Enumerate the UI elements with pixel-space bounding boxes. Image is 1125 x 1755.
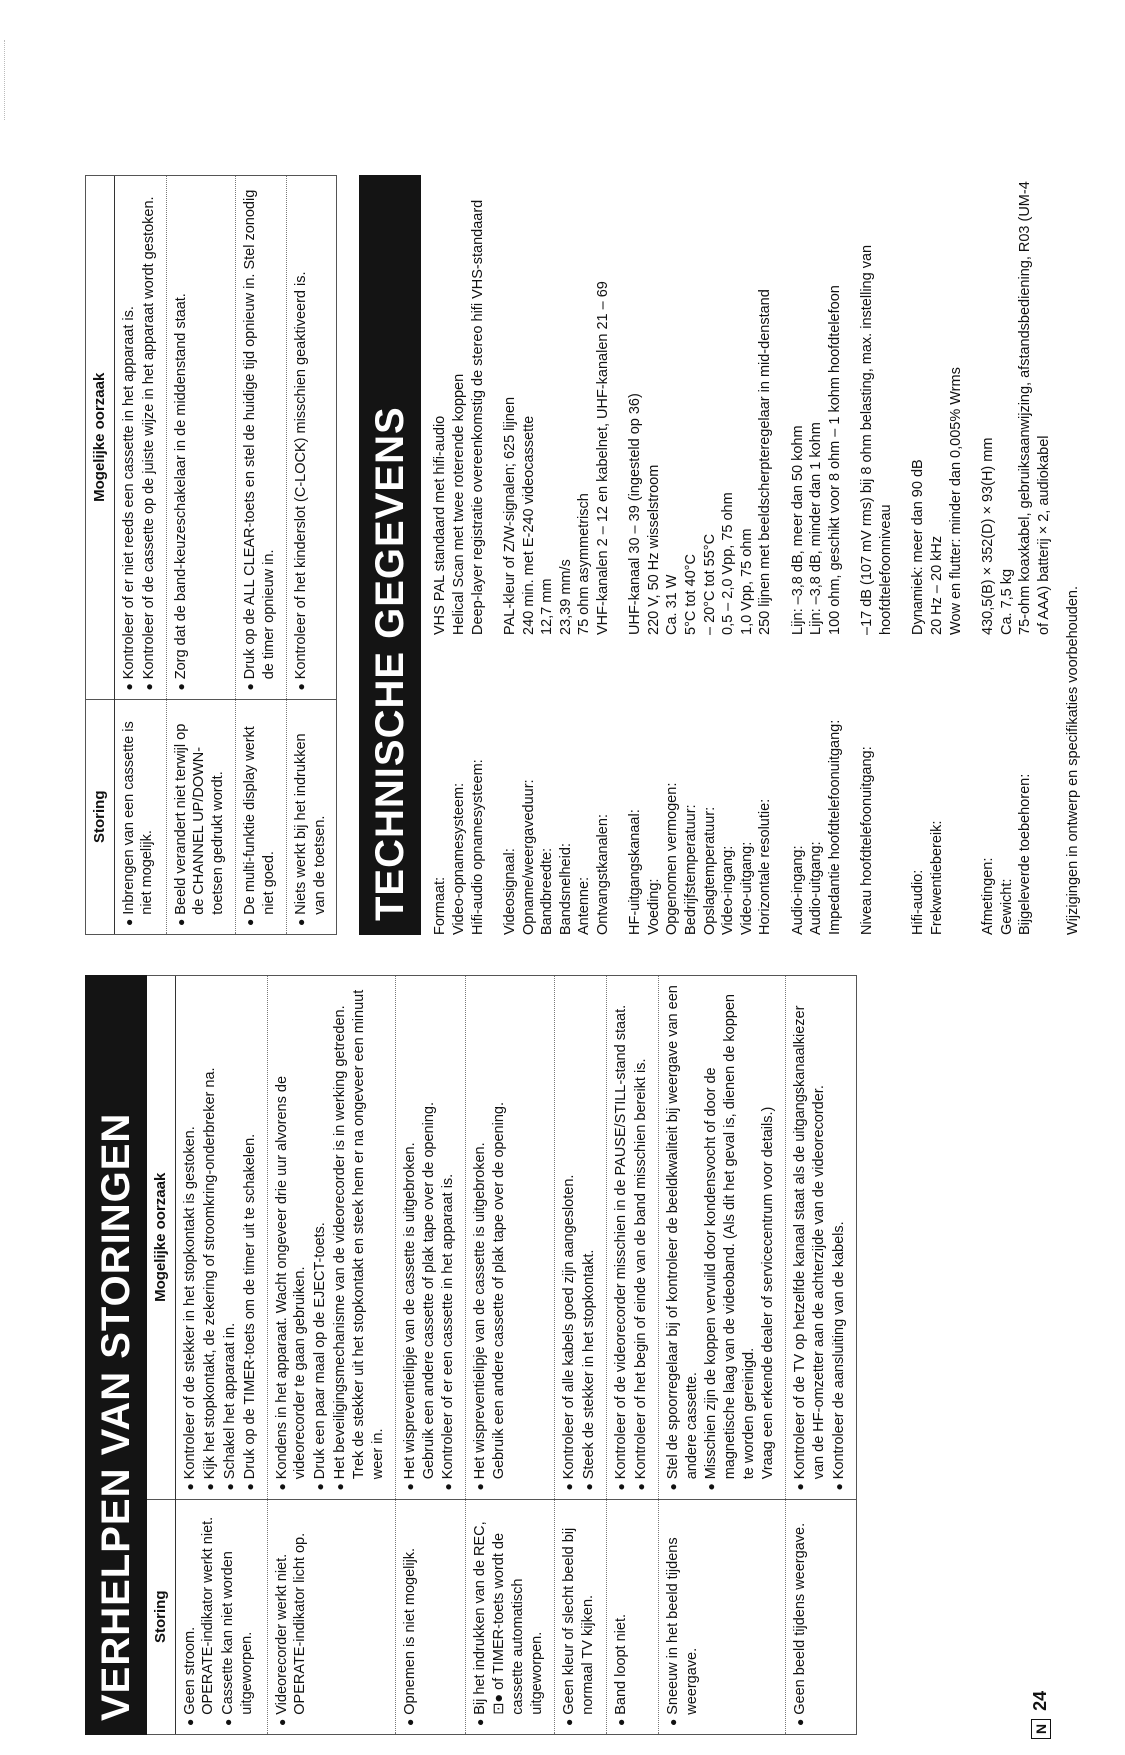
- spec-group-gap: [965, 175, 979, 935]
- cause-bullet: [273, 984, 311, 1491]
- fault-bullet: [273, 1508, 311, 1726]
- cause-cell: [785, 976, 855, 1499]
- cause-bullet: [702, 984, 777, 1491]
- spec-value: Dynamiek: meer dan 90 dB: [910, 459, 927, 635]
- fault-text: Inbrengen van een cassette is niet mogelijk.: [120, 721, 156, 915]
- cause-text: Kontroleer of het kinderslot (C-LOCK) misschien geaktiveerd is.: [292, 271, 309, 680]
- spec-label: Impedantie hoofdtelefoonuitgang:: [826, 719, 843, 935]
- spec-row: [431, 175, 450, 935]
- bullet-icon: ●: [242, 1483, 257, 1491]
- fault-bullet: [471, 1508, 546, 1726]
- cause-text: Kontroleer of de cassette op de juiste wijze in het apparaat wordt gestoken.: [140, 196, 157, 680]
- spec-label: Afmetingen:: [980, 857, 997, 935]
- fault-bullet: [181, 1508, 219, 1726]
- cause-bullet: [830, 984, 849, 1491]
- troubleshooting-row: [395, 976, 466, 1734]
- troubleshooting-row: [286, 176, 336, 934]
- cause-text: Schakel het apparaat in.: [221, 1322, 238, 1480]
- cause-bullet: [241, 184, 279, 691]
- cause-text: Het wispreventielipje van de cassette is uitgebroken. Gebruik een andere cassette of plak tape over de opening.: [472, 1102, 508, 1480]
- cause-column-header: Mogelijke oorzaak: [147, 976, 175, 1499]
- page-number: [1030, 1691, 1051, 1739]
- troubleshooting-row: [166, 176, 236, 934]
- spec-value: 12,7 mm: [539, 578, 556, 635]
- cause-text: Steek de stekker in het stopkontakt.: [580, 1249, 597, 1480]
- spec-value: 1,0 Vpp, 75 ohm: [738, 528, 755, 635]
- spec-row: [594, 175, 613, 935]
- bullet-icon: ●: [293, 683, 308, 691]
- bullet-icon: ●: [243, 918, 258, 926]
- cause-bullet: [201, 984, 220, 1491]
- spec-row: [979, 175, 998, 935]
- fault-bullet: [172, 708, 229, 926]
- cause-bullet: [140, 184, 159, 691]
- cause-bullet: [181, 984, 200, 1491]
- spec-row: [858, 175, 895, 935]
- troubleshooting-section: [85, 975, 1050, 1735]
- bullet-icon: ●: [222, 1483, 237, 1491]
- bullet-icon: ●: [402, 1483, 417, 1491]
- troubleshooting-row: [175, 976, 267, 1734]
- fault-bullet: [401, 1508, 420, 1726]
- cause-cell: [175, 976, 267, 1499]
- bullet-icon: ●: [293, 918, 308, 926]
- bullet-icon: ●: [121, 918, 136, 926]
- bullet-icon: ●: [274, 1483, 289, 1491]
- spec-label: Formaat:: [432, 876, 449, 935]
- fault-column-header: Storing: [147, 1499, 175, 1734]
- spec-label: Gewicht:: [998, 878, 1015, 935]
- spec-value: 430,5(B) × 352(D) × 93(H) mm: [980, 437, 997, 635]
- fault-cell: [114, 699, 166, 934]
- spec-row: [626, 175, 645, 935]
- cause-cell: [554, 976, 606, 1499]
- spec-row: [501, 175, 520, 935]
- spec-label: Opslagtemperatuur:: [701, 806, 718, 935]
- troubleshooting-row: [606, 976, 658, 1734]
- bullet-icon: ●: [633, 1483, 648, 1491]
- fault-bullet: [292, 708, 330, 926]
- cause-cell: [267, 976, 395, 1499]
- cause-bullet: [172, 184, 191, 691]
- bullet-icon: ●: [274, 1718, 289, 1726]
- fault-bullet: [664, 1508, 702, 1726]
- cause-text: Kontroleer of er niet reeds een cassette in het apparaat is.: [120, 306, 137, 680]
- troubleshooting-table: [147, 976, 856, 1734]
- fault-text: Opnemen is niet mogelijk.: [401, 1547, 418, 1715]
- spec-row: [789, 175, 808, 935]
- cause-text: Kontroleer of de TV op hetzelfde kanaal staat als de uitgangskanaalkiezer van de HF-omzetter aan de achterzijde van de videorecorder.: [791, 1005, 827, 1480]
- spec-label: Audio-ingang:: [789, 845, 806, 935]
- spec-label: Audio-uitgang:: [808, 841, 825, 935]
- spec-row: [557, 175, 576, 935]
- spec-value: Ca. 31 W: [664, 574, 681, 635]
- spec-value: 20 Hz – 20 kHz Wow en flutter: minder dan 0,005% Wrms: [928, 367, 964, 635]
- spec-row: [520, 175, 539, 935]
- spec-value: VHS PAL standaard met hifi-audio: [432, 415, 449, 635]
- spec-group-gap: [612, 175, 626, 935]
- fault-cell: [785, 1499, 855, 1734]
- spec-label: HF-uitgangskanaal:: [627, 809, 644, 935]
- spec-label: Hifi-audio:: [910, 869, 927, 935]
- troubleshooting-continued-rows: [114, 176, 336, 934]
- cause-cell: [466, 976, 554, 1499]
- spec-row: [738, 175, 757, 935]
- spec-value: 0,5 – 2,0 Vpp, 75 ohm: [720, 492, 737, 635]
- troubleshooting-title: VERHELPEN VAN STORINGEN: [85, 975, 147, 1735]
- fault-text: De multi-funktie display werkt niet goed.: [242, 726, 277, 915]
- fault-cell: [175, 1499, 267, 1734]
- cause-bullet: [664, 984, 702, 1491]
- bullet-icon: ●: [831, 1483, 846, 1491]
- spec-label: Frekwentiebereik:: [928, 820, 945, 935]
- bullet-icon: ●: [173, 683, 188, 691]
- bullet-icon: ●: [243, 683, 258, 691]
- spec-label: Bandsnelheid:: [557, 843, 574, 935]
- fault-cell: [236, 699, 287, 934]
- fault-cell: [554, 1499, 606, 1734]
- specs-title: TECHNISCHE GEGEVENS: [359, 175, 421, 935]
- spec-value: UHF-kanaal 30 – 39 (ingesteld op 36): [627, 393, 644, 635]
- troubleshooting-rows: [175, 976, 856, 1734]
- scan-margin-mark: [4, 40, 13, 120]
- spec-label: Video-opnamesysteem:: [450, 782, 467, 935]
- spec-label: Video-ingang:: [720, 845, 737, 935]
- spec-row: [575, 175, 594, 935]
- fault-text: Bij het indrukken van de REC, ⊡● of TIMER-toets wordt de cassette automatisch uitgeworpen.: [472, 1521, 545, 1715]
- troubleshooting-row: [267, 976, 395, 1734]
- spec-label: Bedrijfstemperatuur:: [682, 804, 699, 935]
- spec-label: Ontvangstkanalen:: [594, 814, 611, 935]
- cause-cell: [606, 976, 658, 1499]
- bullet-icon: ●: [182, 1483, 197, 1491]
- bullet-icon: ●: [792, 1718, 807, 1726]
- page-number-value: 24: [1030, 1690, 1050, 1711]
- cause-bullet: [120, 184, 139, 691]
- bullet-icon: ●: [613, 1483, 628, 1491]
- cause-bullet: [292, 184, 311, 691]
- troubleshooting-row: [236, 176, 287, 934]
- cause-bullet: [632, 984, 651, 1491]
- spec-value: Deep-layer registratie overeenkomstig de stereo hifi VHS-standaard: [469, 199, 486, 635]
- fault-cell: [166, 699, 236, 934]
- cause-text: Druk op de TIMER-toets om de timer uit te schakelen.: [241, 1133, 258, 1480]
- spec-label: Videosignaal:: [502, 848, 519, 935]
- cause-cell: [658, 976, 785, 1499]
- spec-value: Lijn: –3,8 dB, meer dan 50 kohm: [789, 425, 806, 635]
- spec-value: 5°C tot 40°C: [682, 554, 699, 635]
- fault-bullet: [612, 1508, 631, 1726]
- spec-label: Opname/weergaveduur:: [520, 779, 537, 935]
- troubleshooting-table-frame: [147, 975, 857, 1735]
- cause-bullet: [439, 984, 458, 1491]
- spec-value: 240 min. met E-240 videocassette: [520, 415, 537, 635]
- fault-cell: [606, 1499, 658, 1734]
- cause-bullet: [331, 984, 388, 1491]
- spec-value: 75 ohm asymmetrisch: [576, 493, 593, 635]
- bullet-icon: ●: [221, 1718, 236, 1726]
- spec-row: [928, 175, 965, 935]
- rotated-manual-page: [85, 155, 1082, 1755]
- spec-value: 220 V, 50 Hz wisselstroom: [645, 464, 662, 635]
- spec-row: [701, 175, 720, 935]
- cause-bullet: [560, 984, 579, 1491]
- fault-bullet: [791, 1508, 810, 1726]
- spec-row: [719, 175, 738, 935]
- bullet-icon: ●: [613, 1718, 628, 1726]
- fault-text: Geen kleur of slecht beeld bij normaal TV kijken.: [560, 1527, 596, 1715]
- spec-value: – 20°C tot 55°C: [701, 533, 718, 635]
- cause-text: Kontroleer of het begin of einde van de band misschien bereikt is.: [632, 1058, 649, 1480]
- cause-bullet: [612, 984, 631, 1491]
- cause-cell: [114, 176, 166, 699]
- spec-label: Hifi-audio opnamesysteem:: [469, 759, 486, 935]
- spec-group-gap: [775, 175, 789, 935]
- cause-text: Druk een paar maal op de EJECT-toets.: [312, 1222, 329, 1480]
- cause-bullet: [580, 984, 599, 1491]
- cause-column-header-continued: Mogelijke oorzaak: [86, 176, 114, 699]
- spec-label: Antenne:: [576, 876, 593, 935]
- spec-row: [450, 175, 469, 935]
- spec-label: Video-uitgang:: [738, 841, 755, 935]
- cause-text: Zorg dat de band-keuzeschakelaar in de middenstand staat.: [172, 293, 189, 680]
- spec-label: Voeding:: [645, 878, 662, 935]
- fault-bullet: [560, 1508, 598, 1726]
- bullet-icon: ●: [441, 1483, 456, 1491]
- troubleshooting-row: [658, 976, 785, 1734]
- bullet-icon: ●: [581, 1483, 596, 1491]
- spec-group-gap: [844, 175, 858, 935]
- spec-label: Opgenomen vermogen:: [664, 782, 681, 935]
- spec-label: Bijgeleverde toebehoren:: [1017, 773, 1034, 935]
- spec-value: PAL-kleur of Z/W-signalen; 625 lijnen: [502, 396, 519, 635]
- bullet-icon: ●: [704, 1483, 719, 1491]
- troubleshooting-continued-table: [86, 176, 336, 934]
- spec-row: [645, 175, 664, 935]
- cause-text: Misschien zijn de koppen vervuild door kondensvocht of door de magnetische laag van de videoband. (Als dit het geval is, dienen de koppen te worden gereinigd. Vraag een erkende dealer of servicecentrum voor details.): [703, 994, 776, 1480]
- cause-text: Het wispreventielipje van de cassette is uitgebroken. Gebruik een andere cassette of plak tape over de opening.: [401, 1102, 437, 1480]
- spec-row: [807, 175, 826, 935]
- spec-value: 75-ohm koaxkabel, gebruiksaanwijzing, afstandsbediening, R03 (UM-4 of AAA) batterij × 2, audiokabel: [1017, 181, 1052, 635]
- spec-list: [431, 175, 1053, 935]
- cause-bullet: [791, 984, 829, 1491]
- cause-text: Kontroleer de aansluiting van de kabels.: [830, 1221, 847, 1480]
- fault-cell: [395, 1499, 466, 1734]
- fault-text: Sneeuw in het beeld tijdens weergave.: [664, 1537, 700, 1715]
- bullet-icon: ●: [121, 683, 136, 691]
- bullet-icon: ●: [561, 1483, 576, 1491]
- fault-bullet: [241, 708, 279, 926]
- bullet-icon: ●: [141, 683, 156, 691]
- fault-cell: [267, 1499, 395, 1734]
- fault-column-header-continued: Storing: [86, 699, 114, 934]
- cause-text: Kondens in het apparaat. Wacht ongeveer drie uur alvorens de videorecorder te gaan gebruiken.: [273, 1075, 309, 1480]
- cause-text: Druk op de ALL CLEAR-toets en stel de huidige tijd opnieuw in. Stel zonodig de timer opnieuw in.: [242, 189, 277, 680]
- fault-text: Geen stroom. OPERATE-indikator werkt niet.: [181, 1516, 217, 1715]
- troubleshooting-row: [114, 176, 166, 934]
- cause-cell: [286, 176, 336, 699]
- spec-group-gap: [895, 175, 909, 935]
- bullet-icon: ●: [202, 1483, 217, 1491]
- bullet-icon: ●: [333, 1483, 348, 1491]
- fault-bullet: [120, 708, 158, 926]
- bullet-icon: ●: [665, 1483, 680, 1491]
- cause-cell: [395, 976, 466, 1499]
- fault-text: Beeld verandert niet terwijl op de CHANNEL UP/DOWN-toetsen gedrukt wordt.: [172, 723, 227, 915]
- spec-row: [1016, 175, 1053, 935]
- spec-row: [663, 175, 682, 935]
- cause-text: Kontroleer of er een cassette in het apparaat is.: [440, 1173, 457, 1480]
- spec-value: 100 ohm, geschikt voor 8 ohm – 1 kohm hoofdtelefoon: [826, 285, 843, 635]
- cause-bullet: [471, 984, 509, 1491]
- cause-bullet: [221, 984, 240, 1491]
- spec-row: [756, 175, 775, 935]
- spec-label: Horizontale resolutie:: [757, 798, 774, 935]
- fault-text: Videorecorder werkt niet. OPERATE-indikator licht op.: [273, 1532, 309, 1715]
- spec-value: Lijn: –3,8 dB, minder dan 1 kohm: [808, 422, 825, 635]
- cause-text: Stel de spoorregelaar bij of kontroleer de beeldkwaliteit bij weergave van een andere cassette.: [664, 985, 700, 1480]
- fault-text: Niets werkt bij het indrukken van de toetsen.: [292, 733, 328, 915]
- bullet-icon: ●: [561, 1718, 576, 1726]
- spec-row: [998, 175, 1017, 935]
- spec-row: [826, 175, 845, 935]
- fault-text: Cassette kan niet worden uitgeworpen.: [220, 1551, 256, 1715]
- spec-label: Niveau hoofdtelefoonuitgang:: [859, 746, 876, 935]
- spec-value: 23,39 mm/s: [557, 559, 574, 635]
- cause-bullet: [241, 984, 260, 1491]
- troubleshooting-row: [466, 976, 554, 1734]
- bullet-icon: ●: [665, 1718, 680, 1726]
- bullet-icon: ●: [313, 1483, 328, 1491]
- spec-value: Ca. 7,5 kg: [998, 568, 1015, 635]
- spec-value: –17 dB (107 mV rms) bij 8 ohm belasting, max. instelling van hoofdtelefoonniveau: [859, 244, 894, 635]
- fault-cell: [286, 699, 336, 934]
- bullet-icon: ●: [792, 1483, 807, 1491]
- fault-cell: [658, 1499, 785, 1734]
- spec-value: VHF-kanalen 2 – 12 en kabelnet, UHF-kanalen 21 – 69: [594, 281, 611, 635]
- cause-text: Kontroleer of de stekker in het stopkontakt is gestoken.: [181, 1126, 198, 1480]
- specs-footer-note: Wijzigingen in ontwerp en specifikaties voorbehouden.: [1065, 585, 1082, 935]
- bullet-icon: ●: [473, 1483, 488, 1491]
- language-badge: N: [1031, 1719, 1051, 1739]
- fault-cell: [466, 1499, 554, 1734]
- spec-row: [909, 175, 928, 935]
- spec-label: Bandbreedte:: [539, 847, 556, 935]
- cause-cell: [166, 176, 236, 699]
- cause-bullet: [401, 984, 439, 1491]
- bullet-icon: ●: [473, 1718, 488, 1726]
- bullet-icon: ●: [182, 1718, 197, 1726]
- spec-value: 250 lijnen met beeldscherpteregelaar in mid-denstand: [757, 289, 774, 635]
- cause-text: Kijk het stopkontakt, de zekering of stroomkring-onderbreker na.: [201, 1067, 218, 1480]
- spec-row: [682, 175, 701, 935]
- cause-text: Kontroleer of alle kabels goed zijn aangesloten.: [560, 1174, 577, 1480]
- bullet-icon: ●: [402, 1718, 417, 1726]
- cause-bullet: [311, 984, 330, 1491]
- cause-text: Kontroleer of de videorecorder misschien in de PAUSE/STILL-stand staat.: [612, 1004, 629, 1480]
- bullet-icon: ●: [173, 918, 188, 926]
- cause-text: Het beveiligingsmechanisme van de videorecorder is in werking getreden. Trek de stekker uit het stopkontakt en steek hem er na ongeveer een minuut weer in.: [332, 989, 386, 1480]
- fault-text: Geen beeld tijdens weergave.: [791, 1522, 808, 1715]
- cause-cell: [236, 176, 287, 699]
- spec-value: Helical Scan met twee roterende koppen: [450, 373, 467, 635]
- troubleshooting-row: [554, 976, 606, 1734]
- fault-text: Band loopt niet.: [612, 1613, 629, 1715]
- spec-group-gap: [487, 175, 501, 935]
- right-column: [85, 175, 1082, 935]
- troubleshooting-row: [785, 976, 855, 1734]
- spec-row: [538, 175, 557, 935]
- spec-row: [469, 175, 488, 935]
- fault-bullet: [219, 1508, 257, 1726]
- troubleshooting-continued-frame: [85, 175, 337, 935]
